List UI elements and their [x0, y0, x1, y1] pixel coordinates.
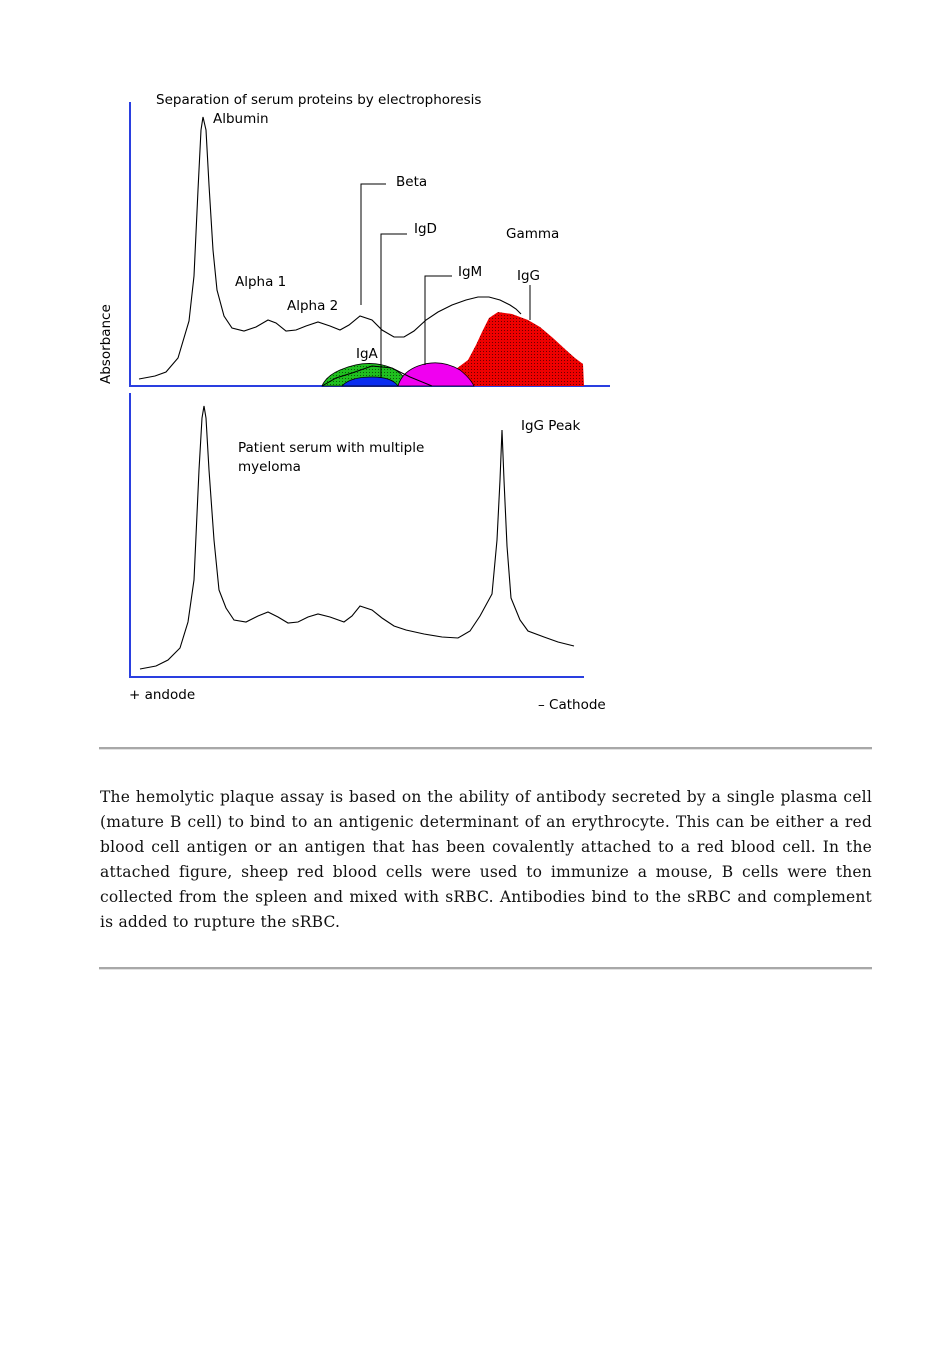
label-igm: IgM: [458, 264, 483, 280]
normal-serum-trace: [139, 117, 521, 379]
y-axis-label: Absorbance: [98, 304, 114, 384]
igm-leader: [425, 276, 452, 365]
horizontal-rule-bottom: [99, 967, 872, 970]
body-paragraph: The hemolytic plaque assay is based on the ability of antibody secreted by a single plasma cell (mature B cell) to bind to an antigenic determinant of an erythrocyte. This can be either a red blood cell antigen or an antigen that has been covalently attached to a red blood cell. In the attached figure, sheep red blood cells were used to immunize a mouse, B cells were then collected from the spleen and mixed with sRBC. Antibodies bind to the sRBC and complement is added to rupture the sRBC.: [100, 788, 872, 931]
label-igg-peak: IgG Peak: [521, 418, 581, 434]
anode-label: + andode: [129, 687, 196, 703]
cathode-label: – Cathode: [538, 697, 606, 713]
label-alpha-2: Alpha 2: [287, 298, 339, 314]
label-igd: IgD: [414, 221, 437, 237]
label-igg: IgG: [517, 268, 541, 284]
label-albumin: Albumin: [213, 111, 269, 127]
label-iga: IgA: [356, 346, 378, 362]
label-beta: Beta: [396, 174, 428, 190]
diagram-title: Separation of serum proteins by electrophoresis: [156, 92, 482, 108]
myeloma-caption-line1: Patient serum with multiple: [238, 440, 425, 456]
igd-leader: [381, 234, 407, 378]
myeloma-caption-line2: myeloma: [238, 459, 301, 475]
label-gamma: Gamma: [506, 226, 560, 242]
beta-leader: [361, 184, 386, 305]
horizontal-rule-top: [99, 747, 872, 750]
label-alpha-1: Alpha 1: [235, 274, 287, 290]
